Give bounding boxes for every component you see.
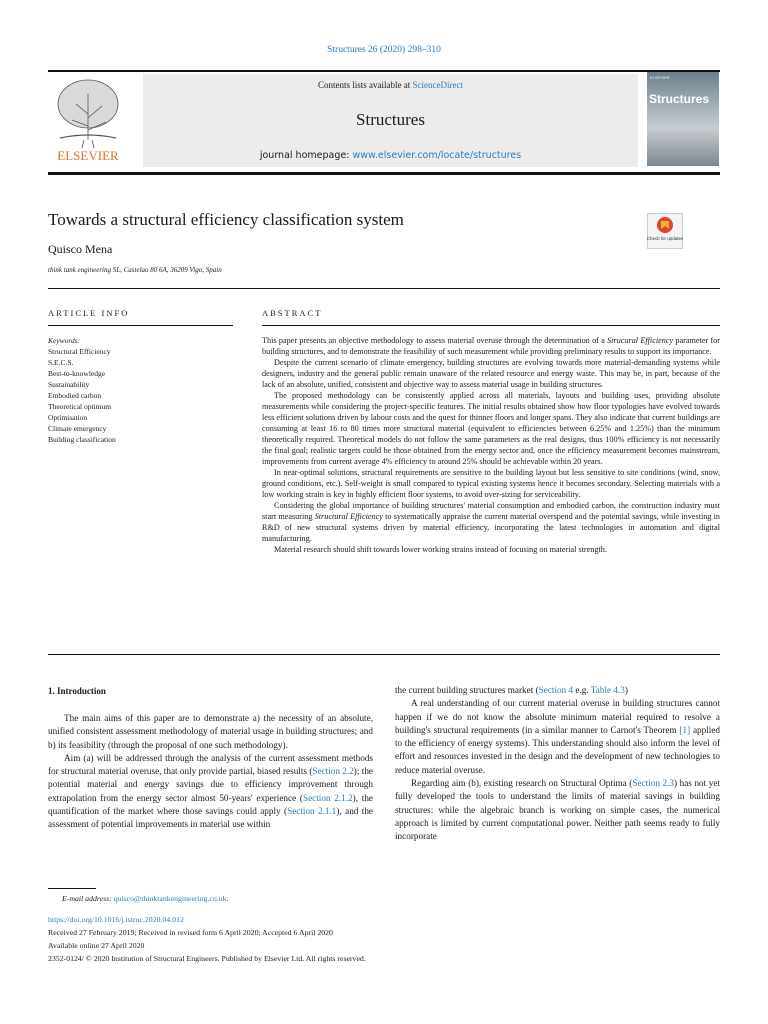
- body-paragraph: The main aims of this paper are to demonstrate a) the necessity of an absolute, unified consistent assessment methodology of material usage in building structures; and b) its feasibility (through the proposal of one such methodology).: [48, 713, 373, 750]
- article-info-heading: ARTICLE INFO: [48, 308, 130, 318]
- divider: [48, 288, 720, 289]
- table-link[interactable]: Table 4.3: [590, 685, 625, 695]
- contents-line: [143, 80, 638, 90]
- keywords-list: [48, 335, 238, 445]
- section-link[interactable]: Section 4: [538, 685, 574, 695]
- keyword: Theoretical optimum: [48, 402, 112, 411]
- author-affiliation: think tank engineering SL, Castelao 80 6A, 36209 Vigo, Spain: [48, 266, 222, 274]
- doi-link[interactable]: https://doi.org/10.1016/j.istruc.2020.04.012: [48, 915, 184, 924]
- keyword: Embodied carbon: [48, 391, 102, 400]
- copyright-notice: 2352-0124/ © 2020 Institution of Structural Engineers. Published by Elsevier Ltd. All rights reserved.: [48, 954, 366, 963]
- section-link[interactable]: Section 2.3: [632, 778, 674, 789]
- divider: [48, 654, 720, 655]
- homepage-link[interactable]: www.elsevier.com/locate/structures: [352, 150, 522, 161]
- body-paragraph: A real understanding of our current material overuse in building structures cannot happen if we do not know the absolute minimum material required to resolve a building's structural requirements (in a similar manner to Carnot's Theorem [1] applied to the efficiency of energy systems). This understanding should also inform the level of effort and resources invested in the design and the development of new technologies to reduce material overuse.: [395, 698, 720, 775]
- journal-cover-thumbnail[interactable]: [647, 72, 719, 166]
- footnote-divider: [48, 888, 96, 889]
- homepage-prefix: journal homepage:: [259, 150, 353, 161]
- keyword: S.E.C.S.: [48, 358, 74, 367]
- keyword: Sustainability: [48, 380, 90, 389]
- check-updates-text: Check for updates: [647, 236, 683, 241]
- paper-title: Towards a structural efficiency classification system: [48, 210, 404, 229]
- publisher-logo-text: ELSEVIER: [57, 148, 119, 163]
- journal-masthead: [143, 74, 638, 167]
- received-dates: Received 27 February 2019; Received in revised form 6 April 2020; Accepted 6 April 2020: [48, 928, 333, 937]
- cover-top-text: ELSEVIER: [650, 75, 670, 80]
- abstract-heading: ABSTRACT: [262, 308, 323, 318]
- abstract-paragraph: Considering the global importance of building structures' material consumption and embodied carbon, the construction industry must start measuring Structural Efficiency to systematically appraise the current material overspend and the potential savings, while investing in R&D of new structural systems driven by material efficiency, incorporating the latest technologies in automation and digital manufacturing.: [262, 501, 721, 543]
- section-heading-introduction: 1. Introduction: [48, 686, 106, 696]
- body-paragraph: Aim (a) will be addressed through the analysis of the current assessment methods for structural material overuse, that only provide partial, biased results (Section 2.2); the potential material and energy savings due to efficiency improvement through extrapolation from the energy sector almost 50-years' experience (Section 2.1.2), the quantification of the market where those savings could apply (Section 2.1.1), and the assessment of potential improvements in material use within: [48, 752, 373, 830]
- keyword: Optimisation: [48, 413, 88, 422]
- cover-title: Structures: [649, 92, 710, 106]
- keyword: Best-to-knowledge: [48, 369, 106, 378]
- body-paragraph: Regarding aim (b), existing research on Structural Optima (Section 2.3) has not yet fully developed the tools to understand the limits of material savings in building structures: while the algebraic branch is working on simple cases, the numerical approach is limited by current computational power. Neither path seems ready to fully incorporate: [395, 778, 720, 842]
- divider: [48, 325, 233, 326]
- body-column-right: [395, 684, 720, 844]
- abstract-paragraph: Despite the current scenario of climate emergency, building structures are evolving towards more material-demanding systems while designers, industry and the general public remain unaware of the related resource and energy waste. This may be, in part, because of the lack of an absolute, unified, consistent and objective way to assess material usage in building structures.: [262, 358, 720, 389]
- abstract-body: [262, 335, 720, 555]
- abstract-paragraph: In near-optimal solutions, structural requirements are sensitive to the building layout but less sensitive to site conditions (wind, snow, ground conditions, etc.). Self-weight is small compared to typical existing systems hence it becomes secondary. Selecting materials with a low working strain is key in highly efficient floor systems, to avoid over-sizing for serviceability.: [262, 468, 720, 499]
- homepage-line: [143, 150, 638, 161]
- journal-name: Structures: [356, 110, 425, 129]
- journal-reference-link[interactable]: Structures 26 (2020) 298–310: [327, 45, 441, 55]
- section-link[interactable]: Section 2.1.1: [287, 806, 337, 817]
- check-updates-icon: [647, 213, 683, 249]
- sciencedirect-link[interactable]: ScienceDirect: [412, 80, 463, 90]
- contents-prefix: Contents lists available at: [318, 80, 413, 90]
- abstract-paragraph: The proposed methodology can be consistently applied across all materials, layouts and building uses, providing absolute measurements while considering the project-specific features. The initial results obtained show how floor typologies have evolved towards less efficient solutions driven by labour costs and the quest for thinner floors and longer spans. They also indicate that current buildings are consuming at least 16 to 80 times more structural material (equivalent to efficiencies between 6.25% and 1.25%) than the minimum theoretically required. Theoretical models do not follow the same parameters as the real designs, thus 100% efficiency is not necessarily the final goal; realistic targets could be those obtained from the energy sector and, once the efficiency measurement becomes mainstream, improvements from current average 4% efficiency to around 25% should be achievable within 20 years.: [262, 391, 720, 466]
- keyword: Climate emergency: [48, 424, 107, 433]
- abstract-paragraph: This paper presents an objective methodology to assess material overuse through the determination of a Strucural Efficiency parameter for building structures, and to demonstrate the feasibility of such measurement while providing preliminary results to support its importance.: [262, 336, 720, 356]
- body-column-left: [48, 712, 373, 832]
- keywords-label: Keywords:: [48, 336, 81, 345]
- section-link[interactable]: Section 2.1.2: [302, 792, 353, 803]
- elsevier-logo: [48, 74, 128, 166]
- author-name: Quisco Mena: [48, 242, 113, 256]
- keyword: Structural Efficiency: [48, 347, 111, 356]
- available-online-date: Available online 27 April 2020: [48, 941, 145, 950]
- section-link[interactable]: Section 2.2: [312, 766, 354, 777]
- abstract-paragraph: Material research should shift towards lower working strains instead of focusing on material strength.: [274, 545, 607, 554]
- email-link[interactable]: quisco@thinktankengineering.co.uk: [113, 894, 227, 903]
- keyword: Building classification: [48, 435, 116, 444]
- check-for-updates-badge[interactable]: [647, 213, 683, 249]
- body-paragraph: the current building structures market (Section 4 e.g. Table 4.3): [395, 685, 628, 695]
- reference-link[interactable]: [1]: [679, 724, 691, 735]
- divider: [262, 325, 720, 326]
- author-email-footnote: E-mail address: quisco@thinktankengineering.co.uk.: [62, 894, 229, 903]
- elsevier-tree-icon: [48, 74, 128, 166]
